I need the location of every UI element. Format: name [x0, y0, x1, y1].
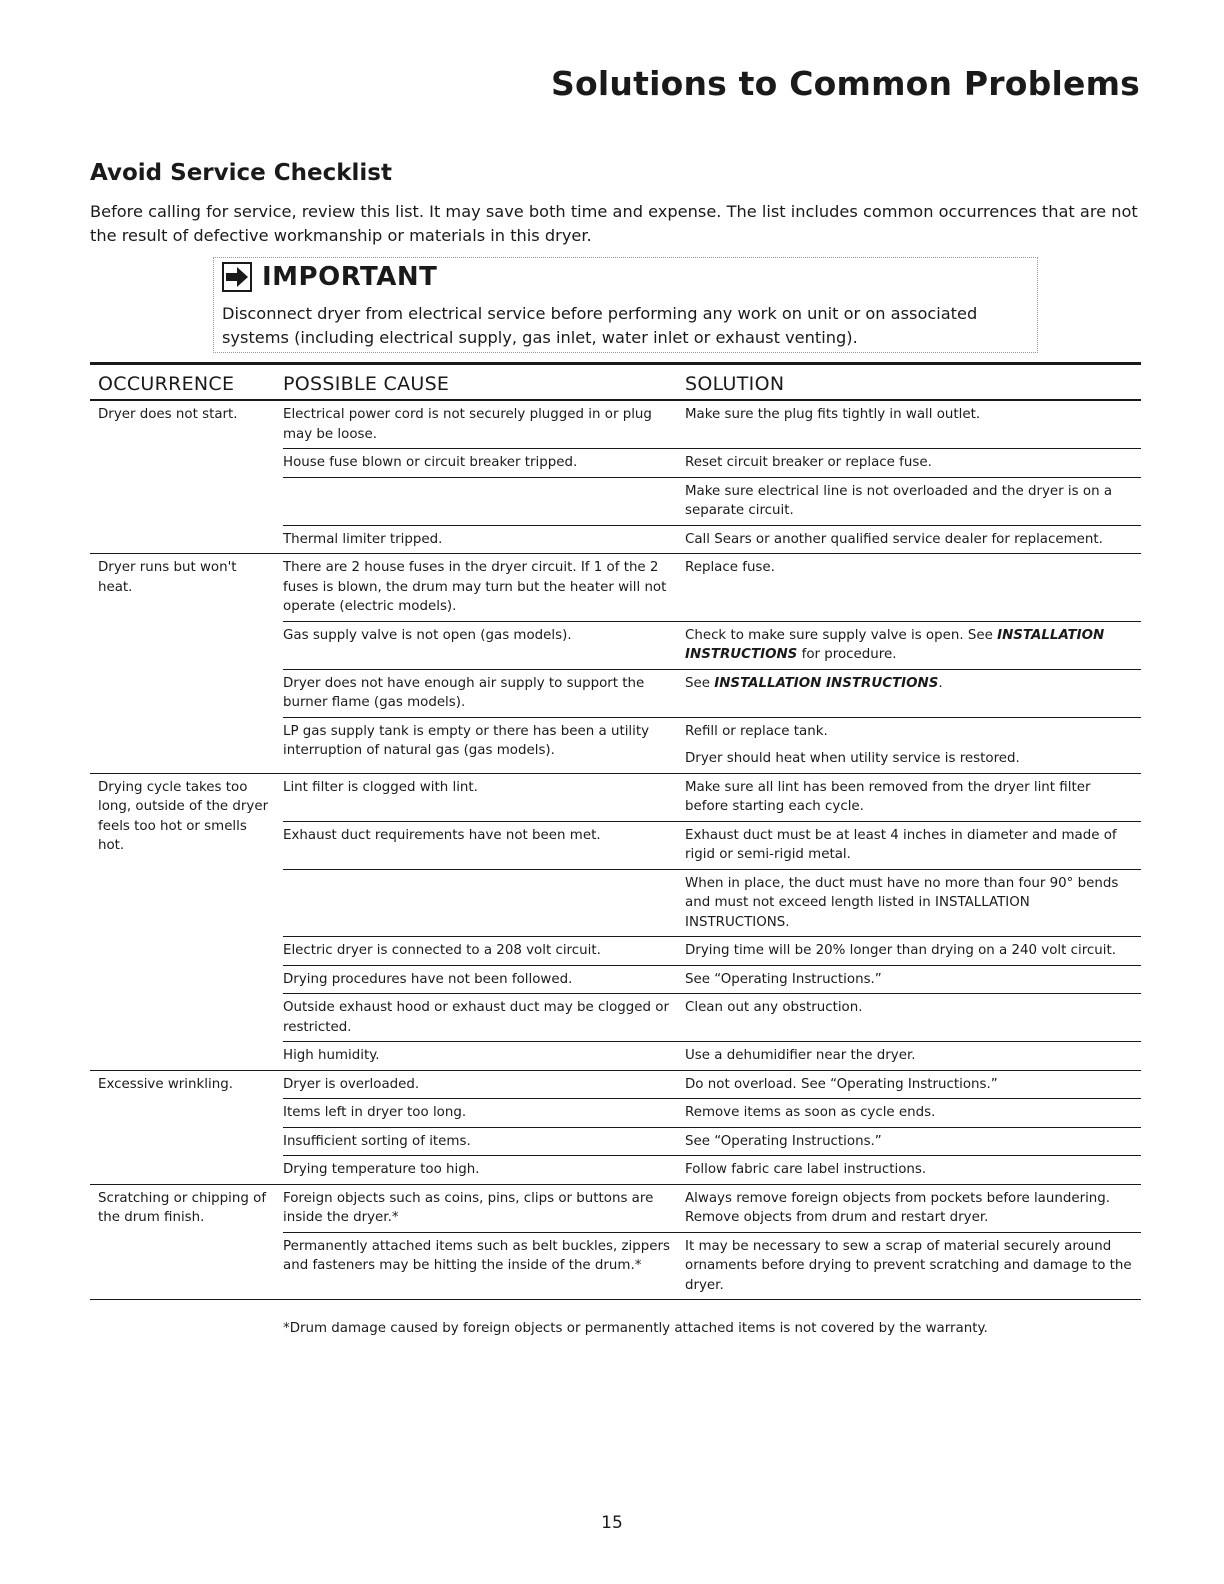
cause-solution-rows: [283, 774, 1141, 1070]
header-solution: SOLUTION: [685, 373, 785, 395]
solution-text: Remove items as soon as cycle ends.: [685, 1105, 936, 1120]
possible-cause-cell: LP gas supply tank is empty or there has been a utility interruption of natural gas (gas models).: [283, 723, 650, 758]
solution-cell: [685, 778, 1141, 817]
arrow-right-box-icon: [222, 262, 252, 292]
possible-cause-cell: Electric dryer is connected to a 208 volt circuit.: [283, 943, 601, 958]
possible-cause-cell: [283, 874, 685, 933]
cause-solution-rows: [283, 401, 1141, 553]
solution-text: Exhaust duct must be at least 4 inches in diameter and made of rigid or semi-rigid metal.: [685, 827, 1117, 862]
possible-cause-cell: Insufficient sorting of items.: [283, 1133, 471, 1149]
cause-solution-rows: [283, 1185, 1141, 1300]
solution-cell: [685, 453, 1141, 473]
important-header: [222, 262, 437, 292]
solution-text: It may be necessary to sew a scrap of material securely around ornaments before drying to prevent scratching and damage to the dryer.: [685, 1238, 1132, 1293]
solution-cell: [685, 826, 1141, 865]
solution-cell: [685, 1189, 1141, 1228]
solution-cell: [685, 674, 1141, 713]
possible-cause-cell: Drying temperature too high.: [283, 1162, 480, 1177]
solution-cell: [685, 874, 1141, 933]
table-row: [283, 774, 1141, 822]
solution-cell: [685, 1046, 1141, 1066]
occurrence-cell: Dryer runs but won't heat.: [98, 560, 237, 595]
possible-cause-cell: [283, 482, 685, 521]
table-row: [283, 670, 1141, 718]
footnote: *Drum damage caused by foreign objects or permanently attached items is not covered by the warranty.: [283, 1321, 988, 1336]
solution-text: See “Operating Instructions.”: [685, 971, 882, 987]
occurrence-cell: Dryer does not start.: [98, 407, 238, 422]
occurrence-group: [90, 1185, 1141, 1301]
cause-solution-rows: [283, 1071, 1141, 1184]
solution-cell: [685, 482, 1141, 521]
table-row: [283, 1233, 1141, 1300]
possible-cause-cell: Electrical power cord is not securely plugged in or plug may be loose.: [283, 407, 652, 442]
table-row: [283, 870, 1141, 938]
solution-text: Clean out any obstruction.: [685, 1000, 863, 1015]
installation-instructions-ref: INSTALLATION INSTRUCTIONS: [685, 627, 1105, 662]
occurrence-cell: Excessive wrinkling.: [98, 1076, 233, 1092]
solution-text: Always remove foreign objects from pockets before laundering. Remove objects from drum and restart dryer.: [685, 1190, 1111, 1225]
page-title: Solutions to Common Problems: [551, 64, 1140, 103]
solution-text: [685, 674, 1137, 694]
table-row: [283, 822, 1141, 870]
solution-text: Do not overload. See “Operating Instructions.”: [685, 1076, 998, 1092]
solution-cell: [685, 1237, 1141, 1296]
table-row: [283, 1099, 1141, 1128]
checklist-table: [90, 362, 1141, 1300]
possible-cause-cell: Drying procedures have not been followed.: [283, 971, 573, 987]
solution-text: Follow fabric care label instructions.: [685, 1162, 927, 1177]
table-row: [283, 718, 1141, 773]
possible-cause-cell: There are 2 house fuses in the dryer circuit. If 1 of the 2 fuses is blown, the drum may turn but the heater will not operate (electric models).: [283, 560, 667, 614]
solution-cell: [685, 1132, 1141, 1152]
table-header-row: [90, 365, 1141, 399]
solution-text: Make sure all lint has been removed from the dryer lint filter before starting each cycle.: [685, 779, 1091, 814]
possible-cause-cell: Gas supply valve is not open (gas models).: [283, 627, 572, 643]
solution-text: Drying time will be 20% longer than drying on a 240 volt circuit.: [685, 943, 1117, 958]
solution-text: [685, 626, 1137, 665]
possible-cause-cell: Lint filter is clogged with lint.: [283, 779, 478, 795]
possible-cause-cell: Dryer does not have enough air supply to support the burner flame (gas models).: [283, 675, 645, 710]
solution-text-after: for procedure.: [797, 647, 897, 662]
occurrence-cell: Drying cycle takes too long, outside of the dryer feels too hot or smells hot.: [98, 779, 269, 853]
solution-text: When in place, the duct must have no more than four 90° bends and must not exceed length listed in INSTALLATION INSTRUCTIONS.: [685, 875, 1119, 930]
important-text: Disconnect dryer from electrical service before performing any work on unit or on associated systems (including electrical supply, gas inlet, water inlet or exhaust venting).: [222, 304, 978, 347]
solution-cell: [685, 558, 1141, 617]
solution-cell: [685, 970, 1141, 990]
table-row: [283, 1128, 1141, 1157]
table-row: [283, 449, 1141, 478]
header-possible-cause: POSSIBLE CAUSE: [283, 373, 450, 395]
table-row: [283, 1042, 1141, 1070]
header-occurrence: OCCURRENCE: [98, 373, 235, 395]
solution-text: Replace fuse.: [685, 560, 775, 575]
occurrence-group: [90, 401, 1141, 554]
table-row: [283, 966, 1141, 995]
solution-text-before: See: [685, 675, 715, 691]
solution-cell: [685, 941, 1141, 961]
occurrence-group: [90, 1071, 1141, 1185]
solution-cell: [685, 405, 1141, 444]
possible-cause-cell: High humidity.: [283, 1048, 380, 1063]
solution-cell: [685, 722, 1141, 769]
important-box: [213, 257, 1038, 353]
solution-cell: [685, 1160, 1141, 1180]
possible-cause-cell: Exhaust duct requirements have not been met.: [283, 827, 601, 843]
solution-text: Call Sears or another qualified service dealer for replacement.: [685, 531, 1103, 547]
solution-text-after: .: [938, 675, 943, 691]
table-row: [283, 1156, 1141, 1184]
solution-text-before: Check to make sure supply valve is open. See: [685, 627, 998, 643]
occurrence-group: [90, 554, 1141, 774]
intro-paragraph: Before calling for service, review this list. It may save both time and expense. The list includes common occurrences that are not the result of defective workmanship or materials in this dryer.: [90, 202, 1138, 245]
table-row: [283, 994, 1141, 1042]
solution-cell: [685, 530, 1141, 550]
solution-text: Dryer should heat when utility service is restored.: [685, 751, 1020, 766]
occurrence-cell: Scratching or chipping of the drum finish.: [98, 1190, 267, 1225]
possible-cause-cell: Outside exhaust hood or exhaust duct may be clogged or restricted.: [283, 1000, 669, 1035]
possible-cause-cell: Items left in dryer too long.: [283, 1105, 467, 1120]
table-row: [283, 937, 1141, 966]
table-row: [283, 526, 1141, 554]
table-row: [283, 1185, 1141, 1233]
solution-text: Use a dehumidifier near the dryer.: [685, 1048, 916, 1063]
solution-text: See “Operating Instructions.”: [685, 1133, 882, 1149]
possible-cause-cell: Dryer is overloaded.: [283, 1076, 420, 1092]
possible-cause-cell: Foreign objects such as coins, pins, clips or buttons are inside the dryer.*: [283, 1190, 654, 1225]
solution-text: Make sure the plug fits tightly in wall outlet.: [685, 407, 981, 422]
cause-solution-rows: [283, 554, 1141, 773]
page-number: 15: [601, 1513, 623, 1533]
table-row: [283, 554, 1141, 622]
table-body: [90, 401, 1141, 1300]
solution-cell: [685, 1075, 1141, 1095]
installation-instructions-ref: INSTALLATION INSTRUCTIONS: [714, 675, 939, 691]
possible-cause-cell: House fuse blown or circuit breaker tripped.: [283, 455, 578, 470]
solution-text: Make sure electrical line is not overloaded and the dryer is on a separate circuit.: [685, 483, 1113, 518]
solution-cell: [685, 998, 1141, 1037]
possible-cause-cell: Permanently attached items such as belt buckles, zippers and fasteners may be hitting the inside of the drum.*: [283, 1238, 670, 1273]
table-row: [283, 622, 1141, 670]
section-title: Avoid Service Checklist: [90, 160, 392, 186]
occurrence-group: [90, 774, 1141, 1071]
table-row: [283, 1071, 1141, 1100]
solution-cell: [685, 1103, 1141, 1123]
table-row: [283, 401, 1141, 449]
solution-text: Reset circuit breaker or replace fuse.: [685, 455, 932, 470]
solution-cell: [685, 626, 1141, 665]
table-row: [283, 478, 1141, 526]
possible-cause-cell: Thermal limiter tripped.: [283, 531, 443, 547]
solution-text: Refill or replace tank.: [685, 723, 828, 739]
important-label: IMPORTANT: [262, 262, 438, 292]
